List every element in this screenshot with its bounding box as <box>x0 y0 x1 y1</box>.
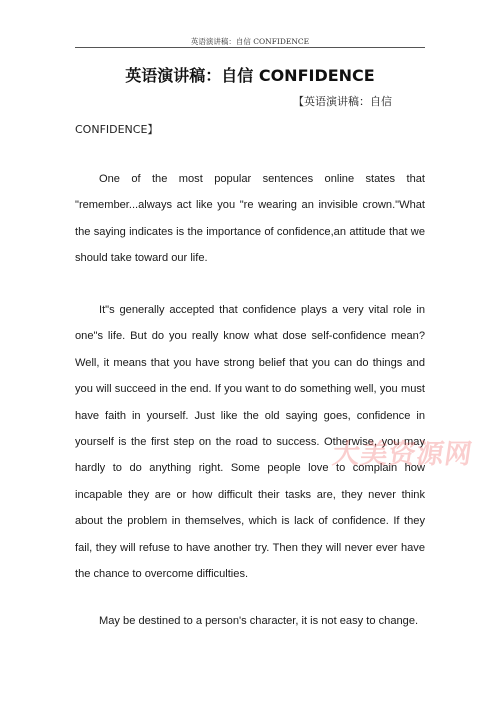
source-note-line1: 【英语演讲稿：自信 <box>293 95 392 108</box>
document-title: 英语演讲稿：自信 CONFIDENCE <box>125 66 375 85</box>
running-header: 英语演讲稿：自信 CONFIDENCE <box>190 37 310 46</box>
header-divider <box>75 47 425 48</box>
paragraph-2: It"s generally accepted that confidence plays a very vital role in one"s life. But do you really know what dose self-confidence mean? Well, it means that you have strong belief that you can do things and you will succeed in the end. If you want to do something well, you must have faith in yourself. Just like the old saying goes, confidence in yourself is the first step on the road to success. Otherwise, you may hardly to do anything right. Some people love to complain how incapable they are or how difficult their tasks are, they never think about the problem in themselves, which is lack of confidence. If they fail, they will refuse to have another try. Then they will never ever have the chance to overcome difficulties. <box>75 304 425 581</box>
source-note-line2: CONFIDENCE】 <box>75 123 159 136</box>
watermark-logo: 大美资源网 <box>330 439 475 470</box>
paragraph-1: One of the most popular sentences online states that "remember...always act like you "re wearing an invisible crown."What the saying indicates is the importance of confidence,an attitude that we should take toward our life. <box>75 173 425 265</box>
paragraph-3: May be destined to a person's character, it is not easy to change. <box>99 615 419 627</box>
